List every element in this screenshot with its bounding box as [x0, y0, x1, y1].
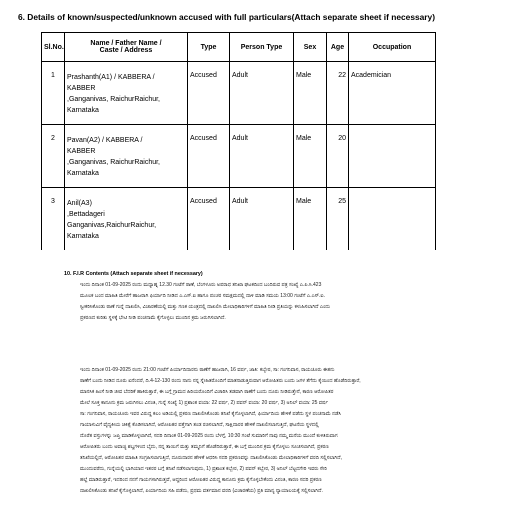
table-row: [42, 125, 436, 188]
table-row: [42, 62, 436, 125]
name-line: Prashanth(A1) / KABBERA /: [67, 74, 155, 81]
paragraph-line: ಇಂದು ದಿನಾಂಕ 01-09-2025 ರಂದು ಮಧ್ಯಾಹ್ನ 12.30 ಗಂಟೆಗೆ ಠಾಣೆ, ಬೆಂಗಳೂರು ಅಪರಾಧ ತನಿಖಾ ಘಟಕದಿಂದ ಬಂದಿರುವ ಪತ್ರ ಸಂಖ್ಯೆ ಎ.ಪಿ.ಸಿ.423: [80, 282, 322, 288]
paragraph-line: ಇಂದು ದಿನಾಂಕ 01-09-2025 ರಂದು 21:00 ಗಂಟೆಗೆ ಪಿರ್ಯಾದಿದಾರನು ಠಾಣೆಗೆ ಹಾಜರಾಗಿ, 16 ವರ್ಷ, ಜಾತಿ: ಕಬ್ಬೇರ, ಸಾ: ಗಂಗನಿವಾಸ, ರಾಯಚೂರು ಈತನು: [80, 367, 335, 373]
cell-occupation: Academician: [349, 62, 436, 125]
cell-age: 22: [327, 62, 349, 125]
cell-person-type: Adult: [230, 188, 294, 251]
header-person-type: Person Type: [230, 33, 294, 62]
table-row: [42, 188, 436, 251]
name-line: Ganganivas,RaichurRaichur,: [67, 222, 157, 229]
name-line: Karnataka: [67, 233, 99, 240]
cell-type: Accused: [188, 125, 230, 188]
header-type: Type: [188, 33, 230, 62]
paragraph-line: ಮೇಲೆ ಸೂಕ್ತ ಕಾನೂನು ಕ್ರಮ ಜರುಗಿಸಲು ವಿನಂತಿ, ಗುನ್ನೆ ಸಂಖ್ಯೆ 1) ಪ್ರಶಾಂತ ವಯಾ: 22 ವರ್ಷ, 2) ಪವನ್ ವಯಾ: 20 ವರ್ಷ, 3) ಅನಿಲ್ ವಯಾ: 25 ವರ್ಷ: [80, 400, 329, 406]
paragraph-line: ಸಾ: ಗಂಗನಿವಾಸ, ರಾಯಚೂರು ಇವರ ವಿರುದ್ಧ ಕಲಂ ಅಡಿಯಲ್ಲಿ ಪ್ರಕರಣ ದಾಖಲಿಸಿಕೊಂಡು ತನಿಖೆ ಕೈಗೊಳ್ಳಲಾಗಿದೆ, ಫಿರ್ಯಾದಿಯ ಹೇಳಿಕೆ ಪಡೆದು ಸ್ಥಳ ಪಂಚನಾಮೆ ನಡೆಸಿ: [80, 411, 341, 417]
paragraph-line: ಮಾನಸಿಕ ಹಿಂಸೆ ನೀಡಿ ಜೀವ ಬೆದರಿಕೆ ಹಾಕಿರುತ್ತಾರೆ, ಈ ಬಗ್ಗೆ ಗ್ರಾಮದ ಹಿರಿಯರೊಂದಿಗೆ ವಿಚಾರಿಸಿ ತಡವಾಗಿ ಠಾಣೆಗೆ ಬಂದು ದೂರು ನೀಡಿರುತ್ತೇನೆ, ಕಾರಣ ಆರೋಪಿತರ: [80, 389, 334, 395]
name-line: ,Ganganivas, RaichurRaichur,: [67, 96, 160, 103]
name-line: ,Ganganivas, RaichurRaichur,: [67, 159, 160, 166]
cell-name: [65, 62, 188, 125]
fir-paragraph-2: [80, 365, 460, 497]
header-name: [65, 33, 188, 62]
section-6-title: 6. Details of known/suspected/unknown accused with full particulars(Attach separate sheet if necessary): [18, 12, 436, 22]
header-age: Age: [327, 33, 349, 62]
paragraph-line: ದಾಖಲಿಸಿಕೊಂಡು ತನಿಖೆ ಕೈಗೊಳ್ಳಲಾಗಿದೆ, ಪಿರ್ಯಾದಿಯ ಸಹಿ ಪಡೆದು, ಪ್ರಥಮ ವರ್ತಮಾನ ವರದಿ (ವಿಚಾರಣೆಯ) ಪ್ರತಿ ಮಾನ್ಯ ನ್ಯಾಯಾಲಯಕ್ಕೆ ಸಲ್ಲಿಸಲಾಗಿದೆ.: [80, 488, 323, 494]
cell-sl-no: 1: [42, 62, 65, 125]
header-name-line: Caste / Address: [99, 47, 153, 54]
paragraph-line: ಠಾಣೆಗೆ ಬಂದು ನೀಡಿದ ದೂರು ಏನೆಂದರೆ, ದಿ.4-12-130 ರಂದು ನಾನು ನನ್ನ ಸ್ನೇಹಿತರೊಂದಿಗೆ ಮಾತನಾಡುತ್ತಿರುವಾಗ ಆರೋಪಿತರು ಬಂದು ಜಗಳ ತೆಗೆದು ಕೈಯಿಂದ ಹೊಡೆದಿರುತ್ತಾರೆ,: [80, 378, 361, 384]
name-line: Karnataka: [67, 170, 99, 177]
paragraph-line: ಹಲ್ಲೆ ಮಾಡಿರುತ್ತಾರೆ, ಇದರಿಂದ ನನಗೆ ಗಾಯಗಳಾಗಿರುತ್ತವೆ, ಆದ್ದರಿಂದ ಆರೋಪಿತರ ವಿರುದ್ಧ ಕಾನೂನು ಕ್ರಮ ಕೈಗೊಳ್ಳಬೇಕೆಂದು ವಿನಂತಿ, ಕಾರಣ ಸದರಿ ಪ್ರಕರಣ: [80, 477, 322, 483]
header-occupation: Occupation: [349, 33, 436, 62]
cell-sl-no: 2: [42, 125, 65, 188]
section-10-title: 10. F.I.R Contents (Attach separate sheet if necessary): [64, 271, 203, 277]
name-line: Pavan(A2) / KABBERA /: [67, 137, 143, 144]
paragraph-line: ಪ್ರಕರಣದ ಕುರಿತು ಸ್ಥಳಕ್ಕೆ ಭೇಟಿ ನೀಡಿ ಪಂಚನಾಮೆ ಕೈಗೊಳ್ಳಲು ಮುಂದಿನ ಕ್ರಮ ಜರುಗಿಸಲಾಗಿದೆ.: [80, 315, 226, 321]
cell-type: Accused: [188, 188, 230, 251]
cell-name: [65, 125, 188, 188]
name-line: KABBER: [67, 148, 96, 155]
paragraph-line: ತನಿಖೆಯಲ್ಲಿದೆ, ಆರೋಪಿತರ ಮಾಹಿತಿ ಸಂಗ್ರಹಿಸಲಾಗುತ್ತಿದೆ, ದೂರುದಾರನ ಹೇಳಿಕೆ ಆಧರಿಸಿ ಸದರಿ ಪ್ರಕರಣವನ್ನು ದಾಖಲಿಸಿಕೊಂಡು ಮೇಲಾಧಿಕಾರಿಗಳಿಗೆ ವರದಿ ಸಲ್ಲಿಸಲಾಗಿದೆ,: [80, 455, 342, 461]
cell-age: 20: [327, 125, 349, 188]
paragraph-line: ಸ್ವೀಕರಿಸಿಕೊಂಡು ಠಾಣೆ ಗುನ್ನೆ ದಾಖಲಿಸಿ, ವಿಚಾರಣೆಯಲ್ಲಿ ಮತ್ತು ಗಣಕ ಯಂತ್ರದಲ್ಲಿ ದಾಖಲಿಸಿ ಮೇಲಾಧಿಕಾರಿಗಳಿಗೆ ಮಾಹಿತಿ ನೀಡಿ ಪ್ರತಿಯನ್ನು ಕಳುಹಿಸಲಾಗಿದೆ ಎಂದು: [80, 304, 331, 310]
header-sl-no: Sl.No.: [42, 33, 65, 62]
cell-name: [65, 188, 188, 251]
paragraph-line: ಆರೋಪಿತರು ಬಂದು ಅವಾಚ್ಯ ಶಬ್ದಗಳಿಂದ ಬೈದು, ನನ್ನ ತಾಯಿಗೆ ಮತ್ತು ತಮ್ಮನಿಗೆ ಹೊಡೆದಿರುತ್ತಾರೆ, ಈ ಬಗ್ಗೆ ಮುಂದಿನ ಕ್ರಮ ಕೈಗೊಳ್ಳಲು ಸೂಚಿಸಲಾಗಿದೆ, ಪ್ರಕರಣ: [80, 444, 329, 450]
paragraph-line: ಗಾಯಾಳುವಿಗೆ ವೈದ್ಯಕೀಯ ಚಿಕಿತ್ಸೆ ಕೊಡಿಸಲಾಗಿದೆ, ಆರೋಪಿತರ ಪತ್ತೆಗಾಗಿ ತಂಡ ರಚಿಸಲಾಗಿದೆ, ಸಾಕ್ಷಿದಾರರ ಹೇಳಿಕೆ ದಾಖಲಿಸಲಾಗುತ್ತಿದೆ, ಘಟನೆಯ ಸ್ಥಳದಲ್ಲಿ: [80, 422, 319, 428]
name-line: ,Bettadageri: [67, 211, 105, 218]
cell-person-type: Adult: [230, 125, 294, 188]
cell-sl-no: 3: [42, 188, 65, 251]
cell-sex: Male: [294, 125, 327, 188]
cell-person-type: Adult: [230, 62, 294, 125]
name-line: Anil(A3): [67, 200, 92, 207]
table-header-row: [42, 33, 436, 62]
paragraph-line: ದೊರೆತ ವಸ್ತುಗಳನ್ನು ಜಪ್ತಿ ಮಾಡಿಕೊಳ್ಳಲಾಗಿದೆ, ಸದರಿ ದಿನಾಂಕ 01-09-2025 ರಂದು ಬೆಳಗ್ಗೆ, 10:30 ಗಂಟೆ ಸುಮಾರಿಗೆ ನಾವು ನಮ್ಮ ಮನೆಯ ಮುಂದೆ ಕುಳಿತಿರುವಾಗ: [80, 433, 338, 439]
cell-type: Accused: [188, 62, 230, 125]
accused-table: [41, 32, 436, 250]
paragraph-line: ಮೂಲಕ ಬಂದ ಮಾಹಿತಿ ಮೇರೆಗೆ ಹಾಜರಾಗಿ ಫಿರ್ಯಾದಿ ನೀಡಿದ ಎ.ಎಸ್.ಐ ಹಾಗೂ ಪಂಚರ ಸಮಕ್ಷಮದಲ್ಲಿ ದಾಳಿ ಮಾಡಿ ಸಮಯ 13:00 ಗಂಟೆಗೆ ಎ.ಎಸ್.ಐ.: [80, 293, 325, 299]
header-sex: Sex: [294, 33, 327, 62]
cell-occupation: [349, 125, 436, 188]
fir-paragraph-1: [80, 280, 460, 324]
cell-age: 25: [327, 188, 349, 251]
cell-occupation: [349, 188, 436, 251]
header-name-line: Name / Father Name /: [90, 40, 162, 47]
name-line: Karnataka: [67, 107, 99, 114]
cell-sex: Male: [294, 62, 327, 125]
paragraph-line: ಮುಂದುವರೆದು, ಗುನ್ನೆಯಲ್ಲಿ ಭಾಗಿಯಾದ ಇತರರ ಬಗ್ಗೆ ತನಿಖೆ ನಡೆಸಲಾಗುವುದು, 1) ಪ್ರಶಾಂತ ಕಬ್ಬೇರ, 2) ಪವನ್ ಕಬ್ಬೇರ, 3) ಅನಿಲ್ ಬೆಟ್ಟದಗೇರಿ ಇವರು ಸೇರಿ: [80, 466, 327, 472]
cell-sex: Male: [294, 188, 327, 251]
name-line: KABBER: [67, 85, 96, 92]
